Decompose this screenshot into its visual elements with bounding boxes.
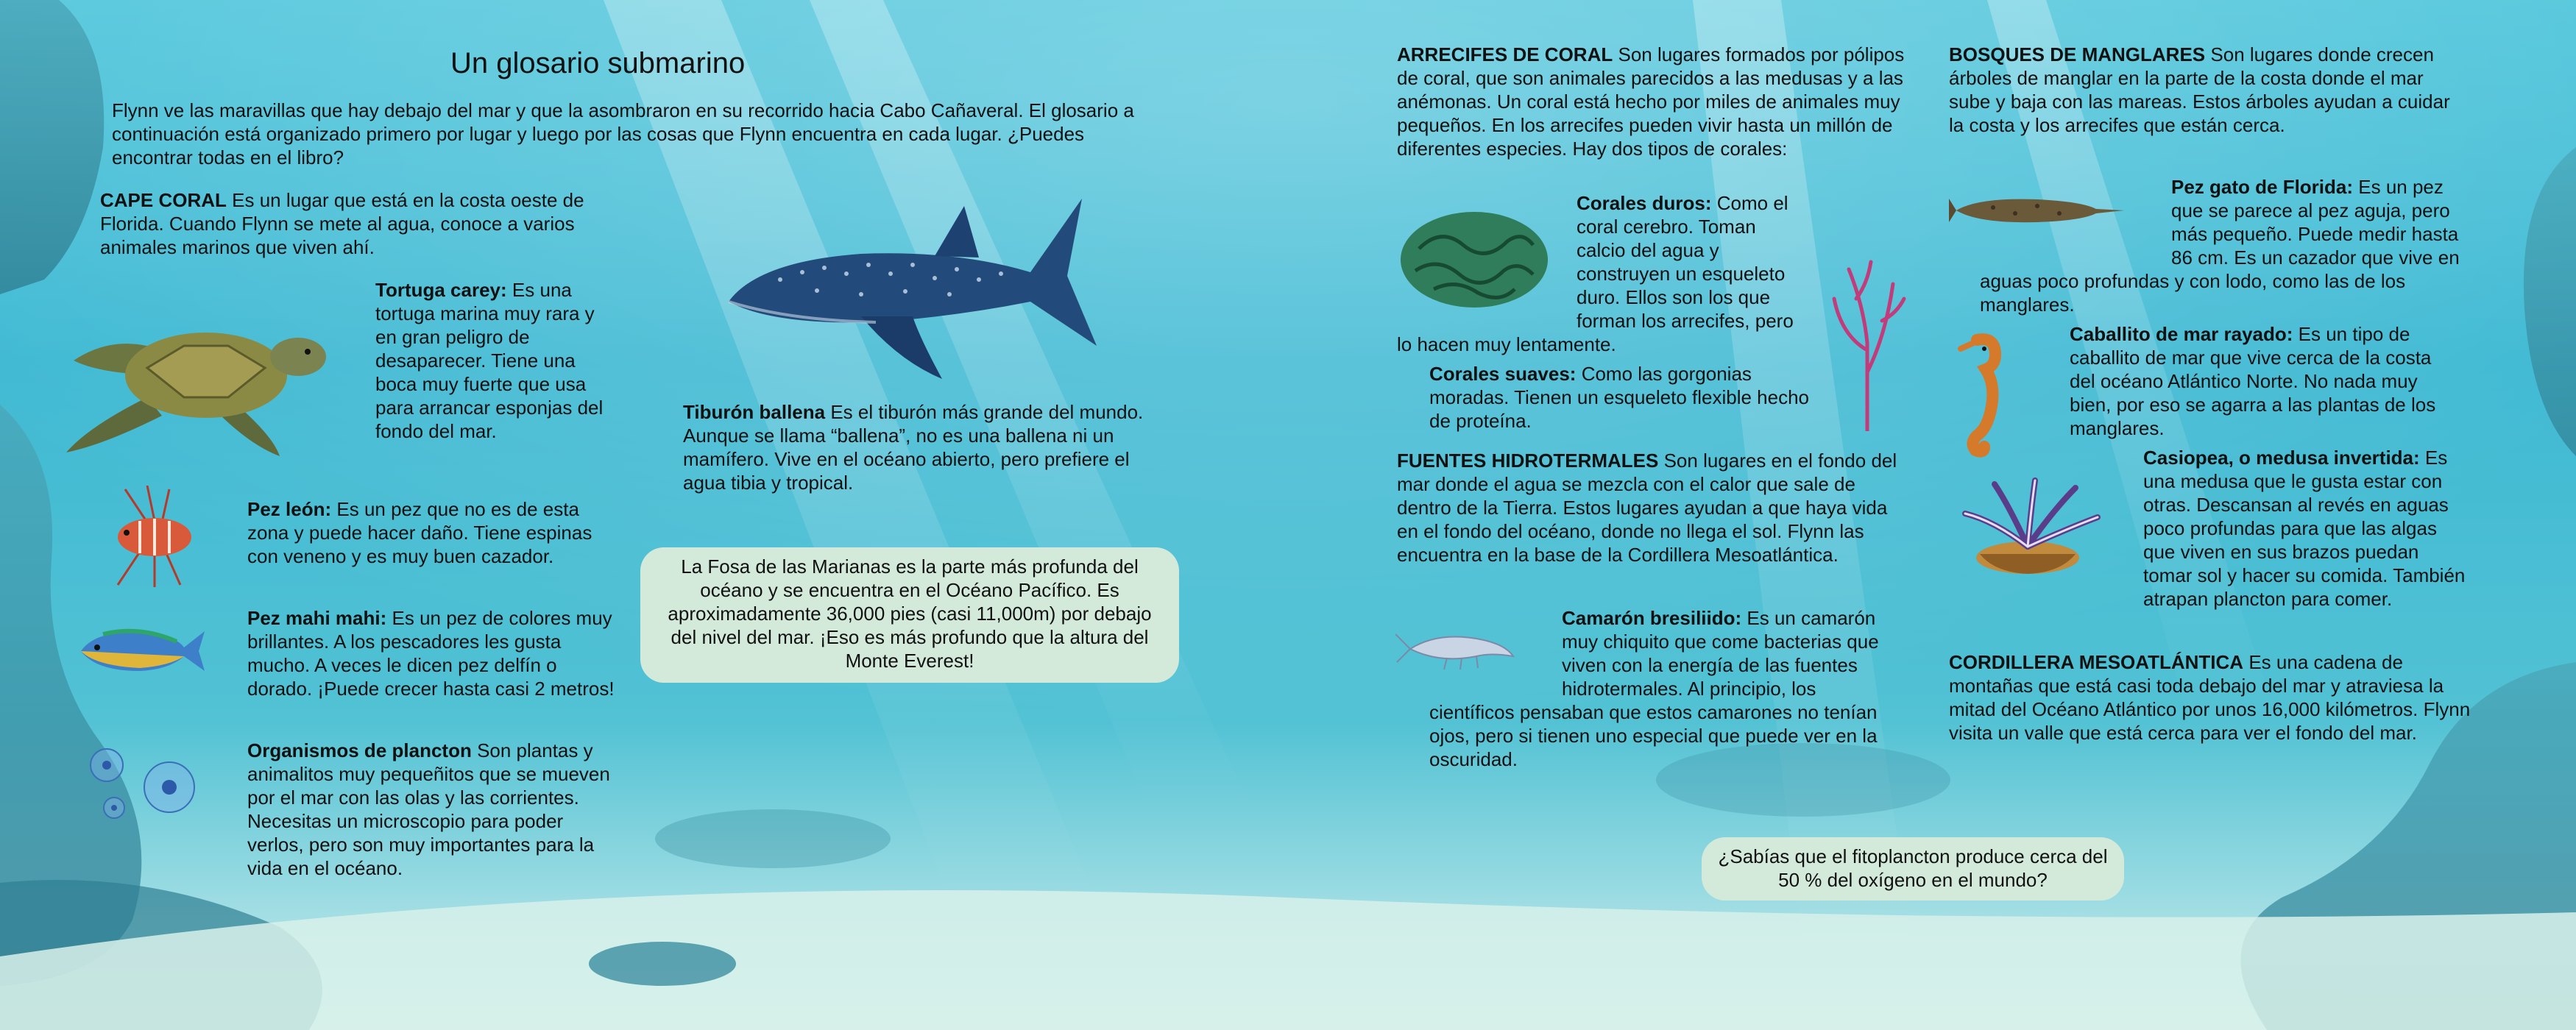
entry-term: Tiburón ballena xyxy=(683,401,826,423)
entry-term: Caballito de mar rayado: xyxy=(2070,323,2293,345)
entry-cordillera xyxy=(1949,650,2471,745)
entry-term: Casiopea, o medusa invertida: xyxy=(2143,447,2420,469)
entry-term: Pez gato de Florida: xyxy=(2171,176,2354,198)
page-title: Un glosario submarino xyxy=(450,47,746,79)
entry-term: Corales duros: xyxy=(1577,192,1712,214)
entry-text: Es una tortuga marina muy rara y en gran peligro de desaparecer. Tiene una boca muy fuerte que usa para arrancar esponjas del fondo del mar. xyxy=(375,279,604,442)
entry-tortuga xyxy=(375,278,618,443)
entry-corales-suaves xyxy=(1429,362,1812,433)
sea-turtle-icon xyxy=(59,287,331,456)
entry-manglares xyxy=(1949,43,2457,137)
entry-fuentes xyxy=(1397,449,1905,566)
entry-term: Corales suaves: xyxy=(1429,363,1577,385)
intro-paragraph: Flynn ve las maravillas que hay debajo del mar y que la asombraron en su recorrido hacia Cabo Cañaveral. El glosario a continuación está organizado primero por lugar y luego por las cosas que Flynn encuentra en cada lugar. ¿Puedes encontrar todas en el libro? xyxy=(112,99,1134,168)
entry-casiopea xyxy=(1980,446,2466,611)
entry-text: Como el coral cerebro. Toman calcio del agua y construyen un esqueleto duro. Ellos son los que forman los arrecifes, pero lo hacen muy lentamente. xyxy=(1397,192,1794,355)
entry-term: ARRECIFES DE CORAL xyxy=(1397,43,1613,65)
entry-term: FUENTES HIDROTERMALES xyxy=(1397,450,1659,472)
mahi-mahi-icon xyxy=(74,625,206,677)
callout-fitoplancton: ¿Sabías que el fitoplancton produce cerca del 50 % del oxígeno en el mundo? xyxy=(1702,837,2124,901)
seahorse-icon xyxy=(1955,333,2006,458)
entry-mahi xyxy=(247,606,615,700)
entry-pez-leon xyxy=(247,497,608,568)
entry-text: Son plantas y animalitos muy pequeñitos que se mueven por el mar con las olas y las corrientes. Necesitas un microscopio para poder verlos, pero son muy importantes para la vida en el océano. xyxy=(247,739,610,879)
entry-camaron xyxy=(1429,606,1900,771)
entry-term: BOSQUES DE MANGLARES xyxy=(1949,43,2206,65)
entry-caballito xyxy=(2070,322,2452,440)
entry-text: Es un lugar que está en la costa oeste de Florida. Cuando Flynn se mete al agua, conoce a varios animales marinos que viven ahí. xyxy=(100,189,584,258)
entry-text: Como las gorgonias moradas. Tienen un esqueleto flexible hecho de proteína. xyxy=(1429,363,1810,432)
entry-pez-gato xyxy=(1980,175,2466,316)
entry-text: Son lugares donde crecen árboles de manglar en la parte de la costa donde el mar sube y baja con las mareas. Estos árboles ayudan a cuidar la costa y los arrecifes que están cerca. xyxy=(1949,43,2450,136)
entry-term: Tortuga carey: xyxy=(375,279,507,301)
entry-text: Son lugares formados por pólipos de coral, que son animales parecidos a las medusas y a las anémonas. Un coral está hecho por miles de animales muy pequeños. En los arrecifes pueden vivir hasta un millón de diferentes especies. Hay dos tipos de corales: xyxy=(1397,43,1905,160)
entry-text: Son lugares en el fondo del mar donde el agua se mezcla con el calor que sale de dentro de la Tierra. Estos lugares ayudan a que haya vida en el fondo del océano, donde no llega el sol. Flynn las encuentra en la base de la Cordillera Mesoatlántica. xyxy=(1397,450,1897,566)
entry-term: Camarón bresiliido: xyxy=(1562,607,1742,629)
entry-text: Es un pez de colores muy brillantes. A los pescadores les gusta mucho. A veces le dicen pez delfín o dorado. ¡Puede crecer hasta casi 2 metros! xyxy=(247,607,615,700)
entry-text: Es una cadena de montañas que está casi toda debajo del mar y atraviesa la mitad del Océano Atlántico por unos 16,000 kilómetros. Flynn visita un valle que está cerca para ver el fondo del mar. xyxy=(1949,651,2471,744)
entry-term: Pez mahi mahi: xyxy=(247,607,387,629)
entry-tiburon xyxy=(683,400,1161,494)
entry-term: CAPE CORAL xyxy=(100,189,227,211)
entry-term: CORDILLERA MESOATLÁNTICA xyxy=(1949,651,2244,673)
entry-text: Es el tiburón más grande del mundo. Aunque se llama “ballena”, no es una ballena ni un mamífero. Vive en el océano abierto, pero prefiere el agua tibia y tropical. xyxy=(683,401,1144,494)
whale-shark-icon xyxy=(714,191,1104,383)
entry-term: Organismos de plancton xyxy=(247,739,472,761)
entry-corales-duros xyxy=(1397,191,1892,356)
callout-fosa: La Fosa de las Marianas es la parte más profunda del océano y se encuentra en el Océano Pacífico. Es aproximadamente 36,000 pies (casi 11,000m) por debajo del nivel del mar. ¡Eso es más profundo que la altura del Monte Everest! xyxy=(640,547,1179,683)
entry-text: Es un tipo de caballito de mar que vive cerca de la costa del océano Atlántico Norte. No nada muy bien, por eso se agarra a las plantas de los manglares. xyxy=(2070,323,2436,439)
entry-text: Es un camarón muy chiquito que come bacterias que viven con la energía de las fuentes hidrotermales. Al principio, los científicos pensaban que estos camarones no tenían ojos, pero si tienen uno especial que puede ver en la oscuridad. xyxy=(1429,607,1879,770)
lionfish-icon xyxy=(96,486,213,589)
entry-plancton xyxy=(247,739,615,880)
entry-term: Pez león: xyxy=(247,498,332,520)
entry-text: Es un pez que se parece al pez aguja, pero más pequeño. Puede medir hasta 86 cm. Es un cazador que vive en aguas poco profundas y con lodo, como las de los manglares. xyxy=(1980,176,2460,316)
entry-text: Es una medusa que le gusta estar con otras. Descansan al revés en aguas poco profundas para que las algas que viven en sus brazos puedan tomar sol y hacer su comida. También atrapan plancton para comer. xyxy=(2143,447,2466,610)
entry-cape-coral xyxy=(100,188,601,259)
entry-text: Es un pez que no es de esta zona y puede hacer daño. Tiene espinas con veneno y es muy buen cazador. xyxy=(247,498,592,567)
plankton-icon xyxy=(81,743,206,824)
entry-arrecifes xyxy=(1397,43,1905,160)
